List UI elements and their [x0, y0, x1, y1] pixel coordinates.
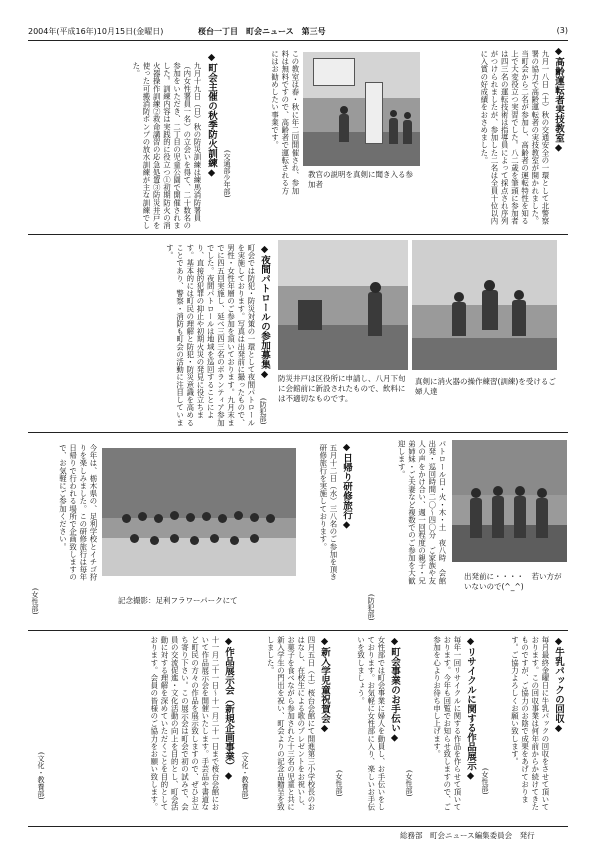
- trip-body-2: 今年は、栃木県の、足利学校とイチゴ狩りを楽しみました。この研修旅行は毎年日帰りで行われる場所で企画致しますので、お気軽にご参加ください。: [58, 444, 98, 581]
- fire-body: 九月十九日（日）秋の防災訓練は練馬消防署員（内女性署員一名）の立会いを得て、二十数名の参加をいただき、二丁目の児童公園で開催されました。訓練内容は実践的に役立つ①初期防火の消火器操作訓練②救命講習の応急処置③防災井戸を使った可搬消防ポンプの放水訓練が主な訓練でした。: [131, 62, 202, 230]
- patrol-photo: [452, 440, 567, 562]
- footer-rule: [28, 826, 568, 827]
- header-rule: [28, 40, 568, 41]
- patrol-title: ◆夜間パトロールの参加募集◆: [259, 244, 270, 380]
- trip-dept-tag: (女性部): [31, 588, 39, 615]
- patrol-photo-caption: 出発前に・・・・ 若い方がいないので(^_^): [464, 572, 562, 591]
- patrol-body: 町会では防犯・防災対策の一環として夜間パトロールを実施しております。写真は出発前に撮ったもので、男性・女性年層のご参加を頂いております。九月末までに四五回実施し、延べ三四三名のボランティア参加でした。夜間パトロールは地域を巡回することにより、直接的犯罪の抑止や初期火災の発見に役立ちます。基本的には町民の理解と防犯・防災意識を高めることであり、警察・消防も町会の活動に注目しています。: [165, 244, 256, 427]
- recycle-title: ◆リサイクルに関する作品展示◆: [465, 636, 476, 782]
- event-sign: [313, 58, 355, 86]
- driving-caption: 教官の説明を真剣に聞き入る参加者: [308, 170, 413, 189]
- band-rule-3: [28, 630, 568, 631]
- help-dept-tag: (女性部): [335, 770, 343, 797]
- help-title: ◆町会事業のお手伝い◆: [389, 636, 400, 744]
- band-rule-1: [28, 234, 568, 235]
- issue-date: 2004年(平成16年)10月15日(金曜日): [28, 27, 164, 36]
- exhibit-body: 十一月二十一日～十一月二十一日まで桜台会館において作品展示会を開催いたします。手芸品や書道など町民の方々の作品を展示致しますので、ぜひお立ち寄り下さい。この展示会は町会で初の試みで、会員の交流促進・文化活動の向上を目的とし、町会活動に対する理解を深めていただくことを目的としております。会員の皆様のご協力をお願い致します。: [149, 636, 220, 811]
- well-photo: [278, 240, 408, 370]
- trip-title: ◆日帰り研修旅行◆: [341, 442, 352, 531]
- milk-title: ◆牛乳パックの回収◆: [553, 636, 564, 734]
- newstudent-dept-tag: (文化・教養部): [241, 752, 249, 800]
- publisher-line: 総務部 町会ニュース編集委員会 発行: [400, 831, 535, 840]
- driving-body: 九月一八日（土）秋の交通安全の一環として北警察署の協力で高齢運転者の実技教室が開かれました。当町会から二名が参加し、高齢者の運転特性を知る上で大変役立つ実習でした。八二歳を筆頭に参加者は四三名の運転技術は指導員によって採点され序列がつけられましたが、参加した二名は全員十位以内に入賞の好成績をおさめました。: [479, 50, 550, 225]
- exhibit-dept-tag: (文化・教養部): [37, 752, 45, 800]
- fire-title: ◆町会主催の秋季防火訓練◆: [206, 52, 217, 179]
- trip-body: 五月十二日（水）三八名のご参加を頂き研修旅行を実施しております。: [318, 444, 338, 581]
- help-body: 女性部では町会事業に婦人を動員し、お手伝いをしております。お気軽に女性部に入り、楽しいお手伝いを致しましょう。: [356, 636, 386, 811]
- patrol-dept-tag: (防犯部): [259, 398, 267, 425]
- milk-dept-tag: (女性部): [481, 768, 489, 795]
- driving-note: この教室は春・秋に年二回開催され、参加料は無料ですので、高齢者で運転される方にはお勧めしたい事業です。: [270, 50, 300, 195]
- recycle-body: 毎年一回リサイクルに関する作品を作らせて頂いております。今年も回覧でお知らせ致しますので、ご参加を心よりお待ち申し上げます。: [432, 636, 462, 811]
- patrol-schedule-tag: (防犯部): [367, 594, 375, 621]
- group-photo: [102, 448, 296, 576]
- well-caption: 防災井戸は区役所に申請し、八月下旬に会館前に新設されたもので、飲料には不適切なものです。: [278, 374, 406, 403]
- patrol-schedule: パトロール日・火・木・土 夜八時 会館出発・巡回時間二〇～四〇分 ご家族や友人の声をかけ合い、週一回程度の親子・兄弟姉妹・ご夫妻など複数でのご参加を大歓迎します。: [397, 440, 447, 585]
- driving-photo: [303, 52, 420, 166]
- group-photo-caption: 記念撮影：足利フラワーパークにて: [118, 596, 238, 605]
- recycle-dept-tag: (女性部): [405, 770, 413, 797]
- extinguisher-photo: [412, 240, 557, 370]
- extinguisher-caption: 真剣に消火器の操作練習(訓練)を受けるご婦人達: [415, 377, 556, 396]
- event-banner: [365, 82, 383, 144]
- milk-body: 毎月最終金曜日に牛乳パックの回収をさせて頂いております。この回収事業は何年前からか続けてきたものですが、ご協力のお陰で成果をあげております。ご協力よろしくお願い致します。: [510, 636, 550, 811]
- band-rule-2: [28, 432, 568, 433]
- newsletter-title: 桜台一丁目 町会ニュース 第三号: [198, 27, 326, 36]
- driving-dept-tag: (交通部少年部): [223, 150, 231, 198]
- exhibit-title: ◆作品展示会（新規企画事業）◆: [223, 636, 234, 782]
- page-header: [28, 26, 568, 40]
- page-number: (3): [556, 26, 568, 35]
- newstudent-body: 四月五日（土）桜台会館にて開進第三小学校長のおはなし、在校生による歌のプレゼントをお祝いし、お菓子を食べながら参加された十三名の児童と共に新入学生の門出を祝い、町会よりの記念品贈呈を致しました。: [266, 636, 316, 811]
- driving-title: ◆高齢運転者実技教室◆: [553, 46, 564, 154]
- newstudent-title: ◆新入学児童祝賀会◆: [319, 636, 330, 734]
